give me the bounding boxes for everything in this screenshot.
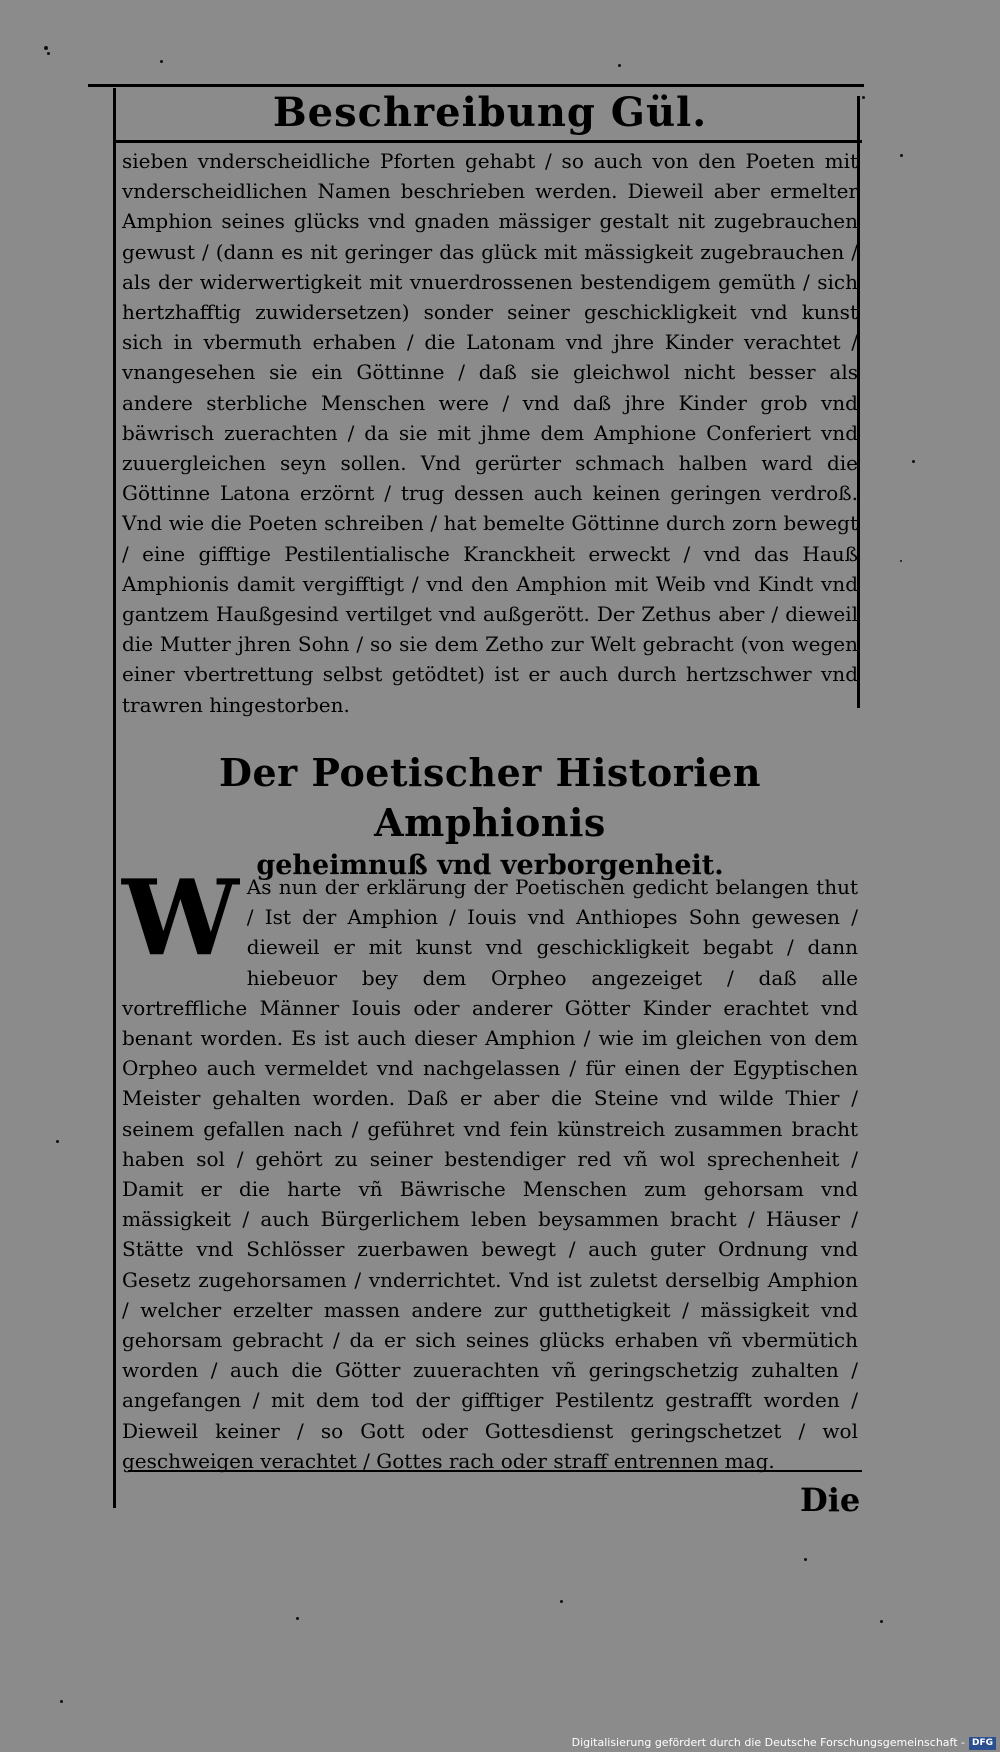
running-head: Beschreibung Gül. (272, 89, 708, 136)
footer-credit-text: Digitalisierung gefördert durch die Deutsche Forschungsgemeinschaft - (571, 1736, 965, 1749)
dfg-logo: DFG (969, 1737, 996, 1750)
section-heading-line-1: Der Poetischer Historien Amphionis (219, 750, 761, 845)
title-rule (116, 140, 862, 143)
frame-left-rule (113, 88, 116, 1508)
frame-top-rule (88, 84, 864, 87)
paragraph-1: sieben vnderscheidliche Pforten gehabt / so auch von den Poeten mit vnderscheidlichen Namen beschrieben werden. Dieweil aber ermelter Amphion seines glücks vnd gnaden mässiger gestalt nit zugebrauchen gewust / (dann es nit geringer das glück mit mässigkeit zugebrauchen / als der widerwertigkeit mit vnuerdrossenen bestendigem gemüth / sich hertzhafftig zuwidersetzen) sonder seiner geschickligkeit vnd kunst sich in vbermuth erhaben / die Latonam vnd jhre Kinder verachtet / vnangesehen sie ein Göttinne / daß sie gleichwol nicht besser als andere sterbliche Menschen were / vnd daß jhre Kinder grob vnd bäwrisch zuerachten / da sie mit jhme dem Amphione Conferiert vnd zuuergleichen seyn sollen. Vnd gerürter schmach halben ward die Göttinne Latona erzörnt / trug dessen auch keinen geringen verdroß. Vnd wie die Poeten schreiben / hat bemelte Göttinne durch zorn bewegt / eine gifftige Pestilentialische Kranckheit erweckt / vnd das Hauß Amphionis damit vergifftigt / vnd den Amphion mit Weib vnd Kindt vnd gantzem Haußgesind vertilget vnd außgerött. Der Zethus aber / dieweil die Mutter jhren Sohn / so sie dem Zetho zur Welt gebracht (von wegen einer vbertrettung selbst getödtet) ist er auch durch hertzschwer vnd trawren hingestorben. (122, 149, 858, 717)
section-heading-line-2: geheimnuß vnd verborgenheit. (256, 850, 724, 881)
drop-cap: W (122, 856, 239, 979)
bottom-rule (128, 1470, 862, 1472)
paragraph-2: As nun der erklärung der Poetischen gedicht belangen thut / Ist der Amphion / Iouis vnd Anthiopes Sohn gewesen / dieweil er mit kunst vnd geschickligkeit begabt / dann hiebeuor bey dem Orpheo angezeiget / daß alle vortreffliche Männer Iouis oder anderer Götter Kinder erachtet vnd benant worden. Es ist auch dieser Amphion / wie im gleichen von dem Orpheo auch vermeldet vnd nachgelassen / für einen der Egyptischen Meister gehalten worden. Daß er aber die Steine vnd wilde Thier / seinem gefallen nach / geführet vnd fein künstreich zusammen bracht haben sol / gehört zu seiner bestendiger red vñ wol sprechenheit / Damit er die harte vñ Bäwrische Menschen zum gehorsam vnd mässigkeit / auch Bürgerlichem leben beysammen bracht / Häuser / Stätte vnd Schlösser zuerbawen bewegt / auch guter Ordnung vnd Gesetz zugehorsamen / vnderrichtet. Vnd ist zuletst derselbig Amphion / welcher erzelter massen andere zur gutthetigkeit / mässigkeit vnd gehorsam gebracht / da er sich seines glücks erhaben vñ vbermütich worden / auch die Götter zuuerachten vñ geringschetzig zuhalten / angefangen / mit dem tod der gifftiger Pestilentz gestrafft worden / Dieweil keiner / so Gott oder Gottesdienst geringschetzet / wol geschweigen verachtet / Gottes rach oder straff entrennen mag. (122, 875, 858, 1473)
footer-credit (572, 1736, 996, 1750)
catchword: Die (800, 1481, 861, 1519)
